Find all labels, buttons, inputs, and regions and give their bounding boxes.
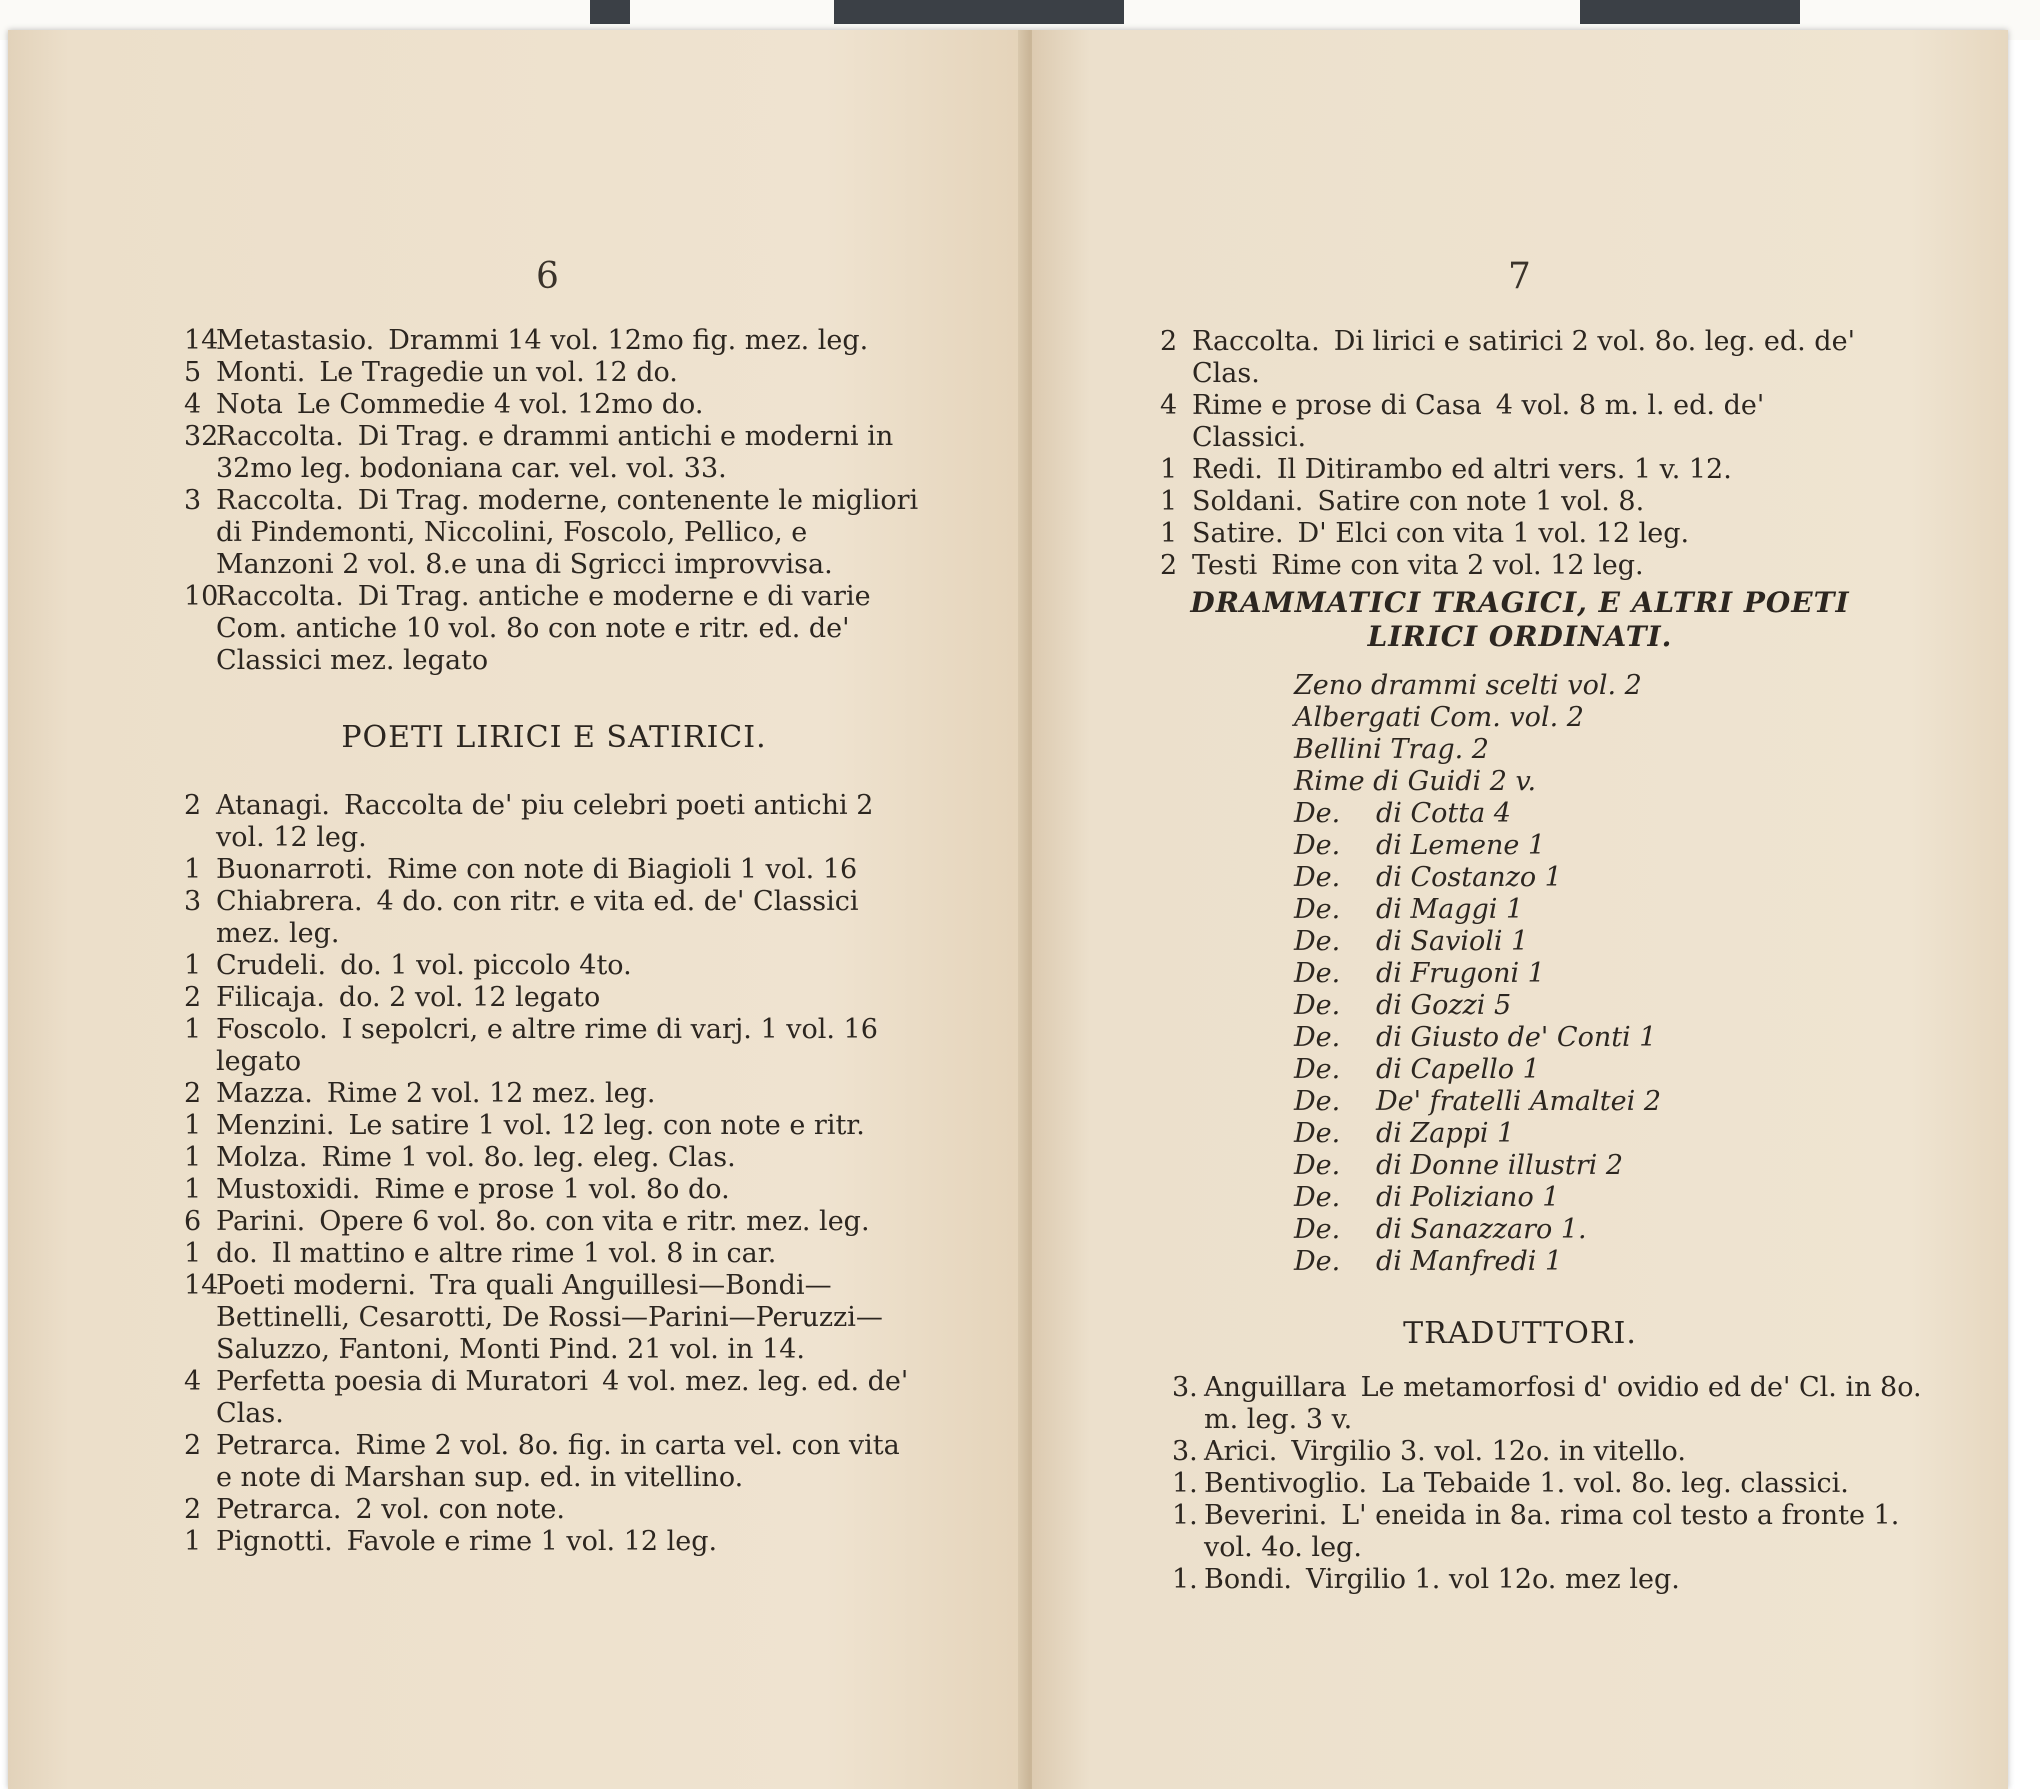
page-number: 7 bbox=[1508, 256, 1531, 297]
right-page bbox=[1032, 30, 2008, 1789]
list-item: 14 Metastasio. Drammi 14 vol. 12mo fig. mez. leg. bbox=[184, 325, 869, 356]
entries-top-list bbox=[1160, 326, 1880, 582]
list-item: 4 Nota Le Commedie 4 vol. 12mo do. bbox=[184, 389, 704, 420]
list-item: De. di Maggi 1 bbox=[1294, 894, 1524, 925]
list-item: De. di Cotta 4 bbox=[1294, 798, 1511, 829]
list-item: 1 do. Il mattino e altre rime 1 vol. 8 in car. bbox=[184, 1238, 777, 1269]
traduttori-list bbox=[1172, 1372, 1922, 1596]
list-item: De. De' fratelli Amaltei 2 bbox=[1294, 1086, 1662, 1117]
list-item: 1. Bondi. Virgilio 1. vol 12o. mez leg. bbox=[1172, 1564, 1680, 1595]
list-item: Zeno drammi scelti vol. 2 bbox=[1294, 670, 1642, 701]
list-item: 2 Petrarca. Rime 2 vol. 8o. fig. in carta vel. con vita e note di Marshan sup. ed. in vitellino. bbox=[184, 1430, 900, 1493]
list-item: Rime di Guidi 2 v. bbox=[1294, 766, 1537, 797]
list-item: 10 Raccolta. Di Trag. antiche e moderne e di varie Com. antiche 10 vol. 8o con note e ritr. ed. de' Classici mez. legato bbox=[184, 581, 871, 676]
list-item: 1 Mustoxidi. Rime e prose 1 vol. 8o do. bbox=[184, 1174, 730, 1205]
list-item: 1 Crudeli. do. 1 vol. piccolo 4to. bbox=[184, 950, 632, 981]
list-item: 2 Petrarca. 2 vol. con note. bbox=[184, 1494, 565, 1525]
list-item: De. di Sanazzaro 1. bbox=[1294, 1214, 1587, 1245]
list-item: De. di Manfredi 1 bbox=[1294, 1246, 1563, 1277]
list-item: De. di Giusto de' Conti 1 bbox=[1294, 1022, 1657, 1053]
poeti-list bbox=[184, 790, 924, 1558]
list-item: 5 Monti. Le Tragedie un vol. 12 do. bbox=[184, 357, 678, 388]
open-book bbox=[8, 30, 2008, 1789]
list-item: 2 Raccolta. Di lirici e satirici 2 vol. 8o. leg. ed. de' Clas. bbox=[1160, 326, 1855, 389]
list-item: 3 Chiabrera. 4 do. con ritr. e vita ed. de' Classici mez. leg. bbox=[184, 886, 859, 949]
section-title: TRADUTTORI. bbox=[1403, 1316, 1637, 1351]
left-page bbox=[8, 30, 1028, 1789]
list-item: De. di Lemene 1 bbox=[1294, 830, 1546, 861]
list-item: 4 Perfetta poesia di Muratori 4 vol. mez. leg. ed. de' Clas. bbox=[184, 1366, 909, 1429]
list-item: 6 Parini. Opere 6 vol. 8o. con vita e ritr. mez. leg. bbox=[184, 1206, 870, 1237]
list-item: 1 Buonarroti. Rime con note di Biagioli 1 vol. 16 bbox=[184, 854, 858, 885]
list-item: 3 Raccolta. Di Trag. moderne, contenente le migliori di Pindemonti, Niccolini, Foscolo, Pellico, e Manzoni 2 vol. 8.e una di Sgricci improvvisa. bbox=[184, 485, 919, 580]
list-item: 1 Pignotti. Favole e rime 1 vol. 12 leg. bbox=[184, 1526, 718, 1557]
list-item: De. di Costanzo 1 bbox=[1294, 862, 1562, 893]
entries-top-list bbox=[184, 325, 924, 677]
list-item: 1 Redi. Il Ditirambo ed altri vers. 1 v. 12. bbox=[1160, 454, 1732, 485]
page-number: 6 bbox=[536, 256, 559, 297]
list-item: 3. Arici. Virgilio 3. vol. 12o. in vitello. bbox=[1172, 1436, 1686, 1467]
list-item: 2 Atanagi. Raccolta de' piu celebri poeti antichi 2 vol. 12 leg. bbox=[184, 790, 874, 853]
list-item: De. di Capello 1 bbox=[1294, 1054, 1540, 1085]
list-item: Albergati Com. vol. 2 bbox=[1294, 702, 1584, 733]
list-item: 1 Soldani. Satire con note 1 vol. 8. bbox=[1160, 486, 1645, 517]
list-item: De. di Donne illustri 2 bbox=[1294, 1150, 1624, 1181]
list-item: De. di Frugoni 1 bbox=[1294, 958, 1545, 989]
list-item: 1 Menzini. Le satire 1 vol. 12 leg. con note e ritr. bbox=[184, 1110, 865, 1141]
list-item: 2 Testi Rime con vita 2 vol. 12 leg. bbox=[1160, 550, 1644, 581]
list-item: Bellini Trag. 2 bbox=[1294, 734, 1489, 765]
drammatici-list bbox=[1294, 670, 1814, 1278]
scan-strip bbox=[834, 0, 1124, 24]
list-item: De. di Savioli 1 bbox=[1294, 926, 1529, 957]
list-item: 1. Bentivoglio. La Tebaide 1. vol. 8o. leg. classici. bbox=[1172, 1468, 1849, 1499]
list-item: 3. Anguillara Le metamorfosi d' ovidio ed de' Cl. in 8o. m. leg. 3 v. bbox=[1172, 1372, 1922, 1435]
list-item: De. di Poliziano 1 bbox=[1294, 1182, 1560, 1213]
list-item: 1. Beverini. L' eneida in 8a. rima col testo a fronte 1. vol. 4o. leg. bbox=[1172, 1500, 1900, 1563]
list-item: De. di Gozzi 5 bbox=[1294, 990, 1512, 1021]
section-title: POETI LIRICI E SATIRICI. bbox=[341, 720, 767, 755]
scan-strip bbox=[1580, 0, 1800, 24]
list-item: 32 Raccolta. Di Trag. e drammi antichi e moderni in 32mo leg. bodoniana car. vel. vol. 33. bbox=[184, 421, 894, 484]
list-item: 14 Poeti moderni. Tra quali Anguillesi—Bondi—Bettinelli, Cesarotti, De Rossi—Parini—Peruzzi—Saluzzo, Fantoni, Monti Pind. 21 vol. in 14. bbox=[184, 1270, 883, 1365]
list-item: 1 Foscolo. I sepolcri, e altre rime di varj. 1 vol. 16 legato bbox=[184, 1014, 878, 1077]
section-title: DRAMMATICI TRAGICI, E ALTRI POETI LIRICI ORDINATI. bbox=[1190, 586, 1850, 653]
list-item: 2 Filicaja. do. 2 vol. 12 legato bbox=[184, 982, 601, 1013]
list-item: 4 Rime e prose di Casa 4 vol. 8 m. l. ed. de' Classici. bbox=[1160, 390, 1765, 453]
list-item: De. di Zappi 1 bbox=[1294, 1118, 1515, 1149]
scan-strip bbox=[590, 0, 630, 24]
list-item: 1 Molza. Rime 1 vol. 8o. leg. eleg. Clas. bbox=[184, 1142, 736, 1173]
list-item: 1 Satire. D' Elci con vita 1 vol. 12 leg. bbox=[1160, 518, 1690, 549]
list-item: 2 Mazza. Rime 2 vol. 12 mez. leg. bbox=[184, 1078, 656, 1109]
